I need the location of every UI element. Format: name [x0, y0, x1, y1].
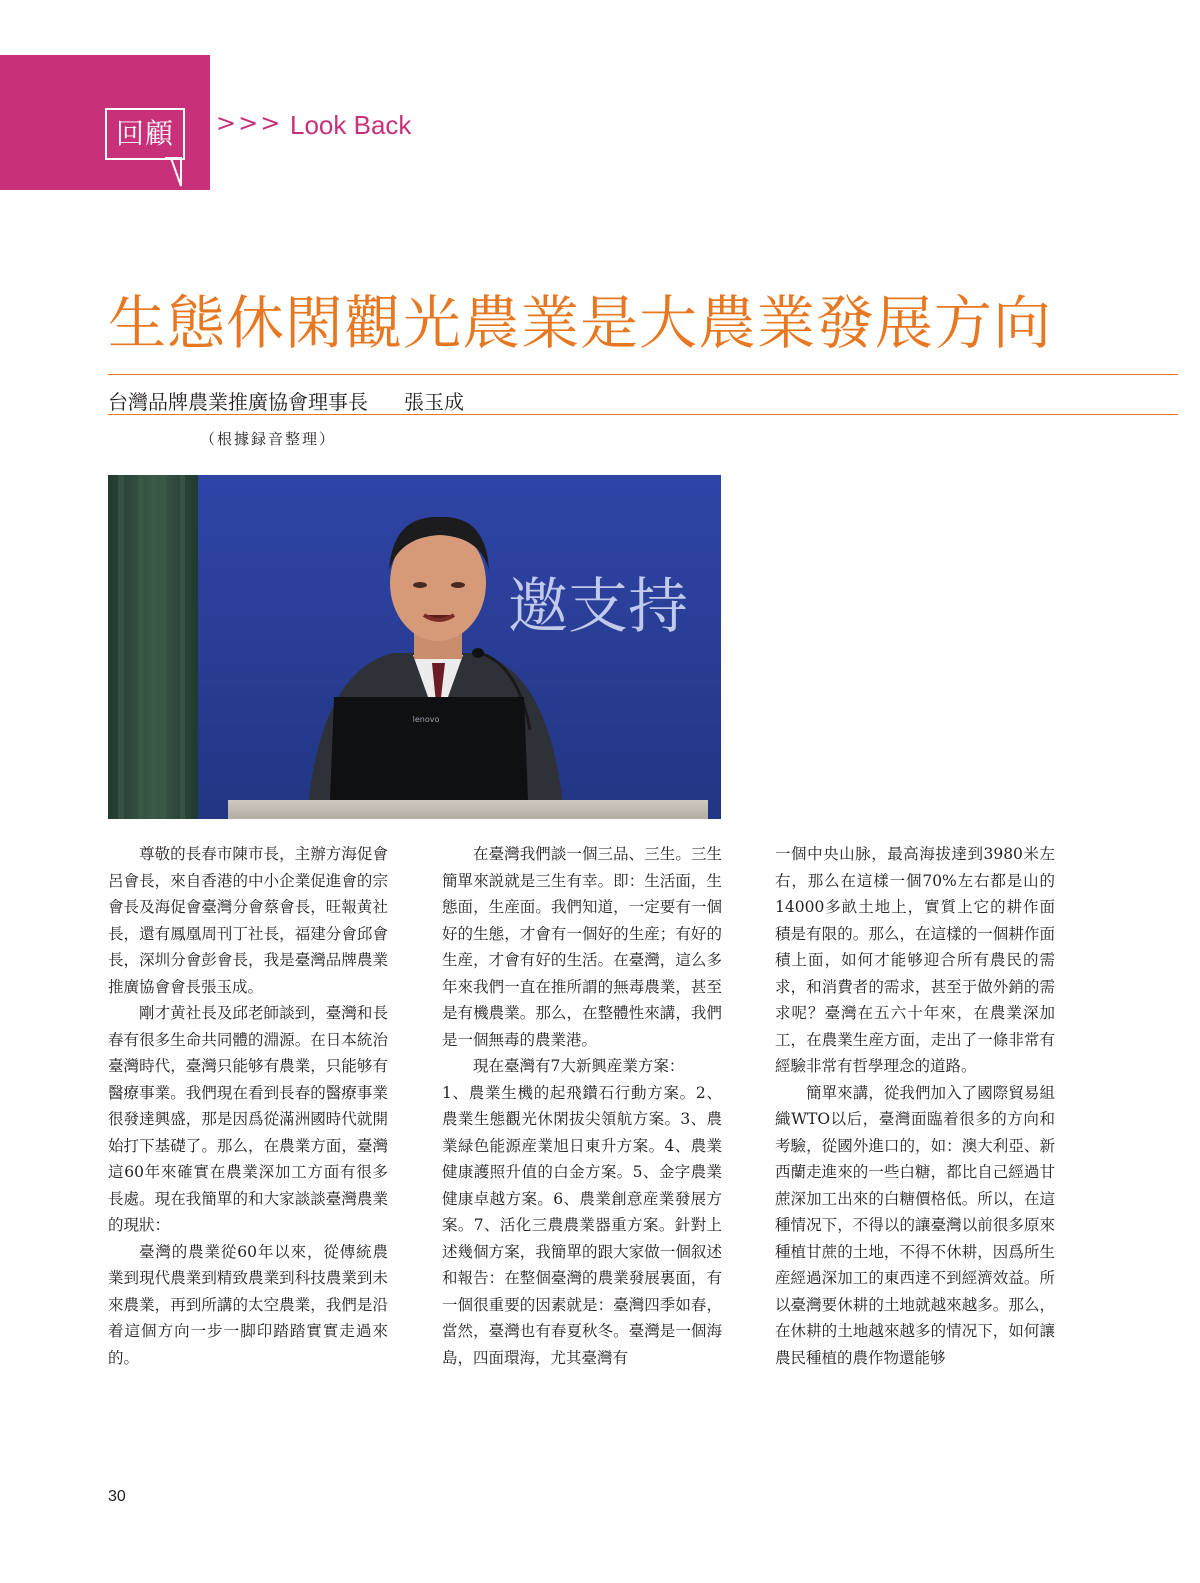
section-arrows: >>>: [216, 109, 283, 137]
title-rule-bottom: [108, 414, 1178, 415]
speaker-photo: [108, 475, 721, 819]
speech-bubble-tail-icon: [165, 156, 187, 188]
article-column-2: [442, 841, 722, 1481]
paragraph: 在臺灣我們談一個三品、三生。三生簡單來説就是三生有幸。即：生活面，生態面，生産面。我們知道，一定要有一個好的生態，才會有一個好的生産；有好的生産，才會有好的生活。在臺灣，這么多年來我們一直在推所謂的無毒農業，甚至是有機農業。那么，在整體性來講，我們是一個無毒的農業港。: [442, 845, 722, 1049]
paragraph: 現在臺灣有7大新興産業方案：: [473, 1057, 685, 1075]
article-title: 生態休閑觀光農業是大農業發展方向: [108, 289, 1053, 357]
title-rule-top: [108, 374, 1178, 375]
laptop-logo: lenovo: [412, 715, 440, 724]
paragraph: 尊敬的長春市陳市長，主辦方海促會呂會長，來自香港的中小企業促進會的宗會長及海促會臺灣分會蔡會長，旺報黄社長，還有鳳凰周刊丁社長，福建分會邱會長，深圳分會彭會長，我是臺灣品牌農業推廣協會會長張玉成。: [108, 845, 388, 996]
section-badge-label: 回顧: [115, 117, 174, 150]
speaker-illustration: [108, 475, 721, 819]
byline: [108, 386, 464, 415]
section-badge: [105, 108, 185, 160]
transcription-note: （根據録音整理）: [200, 430, 337, 448]
article-column-1: [108, 841, 388, 1481]
author-name: 張玉成: [404, 390, 464, 414]
paragraph: 一個中央山脉，最高海拔達到3980米左右，那么在這樣一個70%左右都是山的14000多畝土地上，實質上它的耕作面積是有限的。那么，在這樣的一個耕作面積上面，如何才能够迎合所有農民的需求，和消費者的需求，甚至于做外銷的需求呢？臺灣在五六十年來，在農業深加工，在農業生産方面，走出了一條非常有經驗非常有哲學理念的道路。: [775, 845, 1055, 1075]
banner-text: 邀支持: [508, 572, 688, 642]
article-column-3: [775, 841, 1055, 1481]
page-number: 30: [108, 1488, 126, 1505]
author-title: 台灣品牌農業推廣協會理事長: [108, 390, 368, 414]
paragraph: 簡單來講，從我們加入了國際貿易組織WTO以后，臺灣面臨着很多的方向和考驗，從國外進口的，如：澳大利亞、新西蘭走進來的一些白糖，都比自己經過甘蔗深加工出來的白糖價格低。所以，在這種情况下，不得以的讓臺灣以前很多原來種植甘蔗的土地，不得不休耕，因爲所生産經過深加工的東西達不到經濟效益。所以臺灣要休耕的土地就越來越多。那么，在休耕的土地越來越多的情况下，如何讓農民種植的農作物還能够: [775, 1083, 1055, 1367]
paragraph: 1、農業生機的起飛鑽石行動方案。2、農業生態觀光休閑拔尖領航方案。3、農業緑色能源産業旭日東升方案。4、農業健康護照升值的白金方案。5、金字農業健康卓越方案。6、農業創意産業發展方案。7、活化三農農業器重方案。針對上述幾個方案，我簡單的跟大家做一個叙述和報告：在整個臺灣的農業發展裏面，有一個很重要的因素就是：臺灣四季如春，當然，臺灣也有春夏秋冬。臺灣是一個海島，四面環海，尤其臺灣有: [442, 1083, 722, 1367]
section-label: Look Back: [290, 110, 412, 140]
paragraph: 臺灣的農業從60年以來，從傳統農業到現代農業到精致農業到科技農業到未來農業，再到所講的太空農業，我們是沿着這個方向一步一脚印踏踏實實走過來的。: [108, 1242, 388, 1367]
paragraph: 剛才黄社長及邱老師談到，臺灣和長春有很多生命共同體的淵源。在日本統治臺灣時代，臺灣只能够有農業，只能够有醫療事業。我們現在看到長春的醫療事業很發達興盛，那是因爲從滿洲國時代就開始打下基礎了。那么，在農業方面，臺灣這60年來確實在農業深加工方面有很多長處。現在我簡單的和大家談談臺灣農業的現狀：: [108, 1004, 388, 1234]
